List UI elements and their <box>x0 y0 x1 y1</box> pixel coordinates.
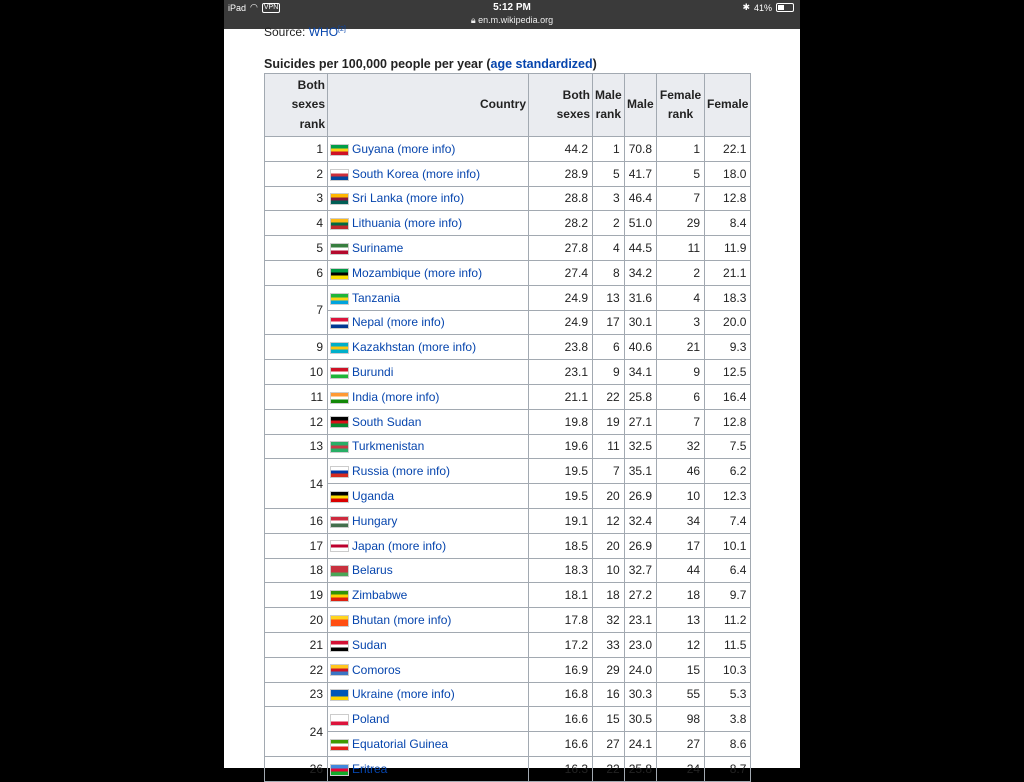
header-both-sexes-rank[interactable]: Both sexes rank <box>265 74 328 137</box>
female-rank-cell: 21 <box>657 335 705 360</box>
male-rank-cell: 20 <box>593 533 625 558</box>
flag-icon <box>330 169 349 181</box>
both-sexes-cell: 19.8 <box>529 409 593 434</box>
female-rank-cell: 2 <box>657 260 705 285</box>
header-female-rank[interactable]: Female rank <box>657 74 705 137</box>
rank-cell: 17 <box>265 533 328 558</box>
both-sexes-cell: 28.2 <box>529 211 593 236</box>
male-cell: 34.1 <box>624 360 656 385</box>
female-rank-cell: 44 <box>657 558 705 583</box>
both-sexes-cell: 27.4 <box>529 260 593 285</box>
both-sexes-cell: 17.2 <box>529 632 593 657</box>
country-cell <box>328 657 529 682</box>
country-link[interactable]: Comoros <box>352 662 401 677</box>
country-link[interactable]: Ukraine <box>352 687 394 702</box>
country-link[interactable]: Russia <box>352 464 389 479</box>
table-row <box>265 186 751 211</box>
country-cell <box>328 484 529 509</box>
female-rank-cell: 10 <box>657 484 705 509</box>
rank-cell: 4 <box>265 211 328 236</box>
rank-cell: 22 <box>265 657 328 682</box>
country-link[interactable]: Bhutan <box>352 613 391 628</box>
male-cell: 23.1 <box>624 608 656 633</box>
header-female[interactable]: Female <box>705 74 751 137</box>
female-rank-cell: 7 <box>657 186 705 211</box>
female-cell: 11.5 <box>705 632 751 657</box>
male-cell: 26.9 <box>624 533 656 558</box>
female-rank-cell: 4 <box>657 285 705 310</box>
rank-cell: 23 <box>265 682 328 707</box>
male-cell: 31.6 <box>624 285 656 310</box>
table-row <box>265 434 751 459</box>
flag-icon <box>330 243 349 255</box>
more-info-link[interactable]: (more info) <box>392 464 451 479</box>
male-cell: 51.0 <box>624 211 656 236</box>
table-row <box>265 756 751 781</box>
table-row <box>265 211 751 236</box>
flag-icon <box>330 441 349 453</box>
age-standardized-link[interactable]: age standardized <box>490 57 593 71</box>
male-cell: 32.5 <box>624 434 656 459</box>
clock: 5:12 PM <box>493 2 531 13</box>
male-rank-cell: 27 <box>593 732 625 757</box>
male-rank-cell: 5 <box>593 161 625 186</box>
more-info-link[interactable]: (more info) <box>396 687 455 702</box>
rank-cell: 3 <box>265 186 328 211</box>
who-link[interactable]: WHO <box>308 25 339 39</box>
flag-icon <box>330 664 349 676</box>
country-link[interactable]: Tanzania <box>352 290 401 305</box>
both-sexes-cell: 19.6 <box>529 434 593 459</box>
female-rank-cell: 18 <box>657 583 705 608</box>
female-rank-cell: 5 <box>657 161 705 186</box>
female-cell: 10.3 <box>705 657 751 682</box>
male-cell: 27.2 <box>624 583 656 608</box>
flag-icon <box>330 491 349 503</box>
flag-icon <box>330 193 349 205</box>
battery-percent: 41% <box>753 2 772 13</box>
table-row <box>265 682 751 707</box>
male-cell: 26.9 <box>624 484 656 509</box>
male-rank-cell: 12 <box>593 508 625 533</box>
female-cell: 9.3 <box>705 335 751 360</box>
vpn-badge: VPN <box>263 3 279 11</box>
flag-icon <box>330 416 349 428</box>
rank-cell: 10 <box>265 360 328 385</box>
bluetooth-icon: ✱ <box>742 2 750 12</box>
female-cell: 20.0 <box>705 310 751 335</box>
table-row <box>265 384 751 409</box>
both-sexes-cell: 16.6 <box>529 707 593 732</box>
male-rank-cell: 9 <box>593 360 625 385</box>
table-row <box>265 558 751 583</box>
status-right <box>742 2 794 13</box>
more-info-link[interactable]: (more info) <box>386 315 445 330</box>
flag-icon <box>330 342 349 354</box>
female-cell: 6.4 <box>705 558 751 583</box>
male-cell: 27.1 <box>624 409 656 434</box>
country-cell <box>328 186 529 211</box>
both-sexes-cell: 27.8 <box>529 236 593 261</box>
female-cell: 12.8 <box>705 409 751 434</box>
both-sexes-cell: 19.5 <box>529 459 593 484</box>
more-info-link[interactable]: (more info) <box>418 340 477 355</box>
both-sexes-cell: 23.8 <box>529 335 593 360</box>
female-rank-cell: 98 <box>657 707 705 732</box>
male-rank-cell: 8 <box>593 260 625 285</box>
header-row <box>265 74 751 137</box>
table-row <box>265 583 751 608</box>
table-row <box>265 335 751 360</box>
flag-icon <box>330 392 349 404</box>
male-cell: 30.3 <box>624 682 656 707</box>
male-cell: 40.6 <box>624 335 656 360</box>
country-link[interactable]: Lithuania <box>352 216 401 231</box>
female-rank-cell: 27 <box>657 732 705 757</box>
female-rank-cell: 3 <box>657 310 705 335</box>
female-cell: 6.2 <box>705 459 751 484</box>
country-cell <box>328 707 529 732</box>
flag-icon <box>330 565 349 577</box>
country-link[interactable]: Uganda <box>352 489 395 504</box>
country-link[interactable]: Zimbabwe <box>352 588 408 603</box>
male-rank-cell: 33 <box>593 632 625 657</box>
rank-cell: 5 <box>265 236 328 261</box>
both-sexes-cell: 17.8 <box>529 608 593 633</box>
rank-cell: 16 <box>265 508 328 533</box>
table-row <box>265 360 751 385</box>
country-link[interactable]: Equatorial Guinea <box>352 737 449 752</box>
table-row <box>265 657 751 682</box>
flag-icon <box>330 615 349 627</box>
male-rank-cell: 1 <box>593 137 625 162</box>
country-link[interactable]: South Korea <box>352 166 419 181</box>
female-rank-cell: 15 <box>657 657 705 682</box>
female-cell: 10.1 <box>705 533 751 558</box>
flag-icon <box>330 640 349 652</box>
table-caption <box>264 57 597 71</box>
battery-icon <box>776 3 794 12</box>
both-sexes-cell: 23.1 <box>529 360 593 385</box>
flag-icon <box>330 764 349 776</box>
female-rank-cell: 32 <box>657 434 705 459</box>
flag-icon <box>330 144 349 156</box>
wifi-icon: ◠ <box>250 2 258 12</box>
female-rank-cell: 34 <box>657 508 705 533</box>
table-row <box>265 608 751 633</box>
rank-cell: 26 <box>265 756 328 781</box>
country-cell <box>328 533 529 558</box>
country-cell <box>328 434 529 459</box>
male-cell: 24.1 <box>624 732 656 757</box>
rank-cell: 20 <box>265 608 328 633</box>
male-cell: 32.4 <box>624 508 656 533</box>
table-row <box>265 137 751 162</box>
battery-fill <box>778 5 784 10</box>
both-sexes-cell: 44.2 <box>529 137 593 162</box>
caption-suffix: ) <box>592 57 597 71</box>
female-cell: 22.1 <box>705 137 751 162</box>
female-cell: 18.0 <box>705 161 751 186</box>
male-cell: 25.8 <box>624 756 656 781</box>
country-cell <box>328 732 529 757</box>
country-link[interactable]: Japan <box>352 538 385 553</box>
table-row <box>265 732 751 757</box>
both-sexes-cell: 28.8 <box>529 186 593 211</box>
table-row <box>265 260 751 285</box>
female-rank-cell: 13 <box>657 608 705 633</box>
female-cell: 8.6 <box>705 732 751 757</box>
female-cell: 8.7 <box>705 756 751 781</box>
male-rank-cell: 6 <box>593 335 625 360</box>
more-info-link[interactable]: (more info) <box>404 216 463 231</box>
flag-icon <box>330 714 349 726</box>
flag-icon <box>330 466 349 478</box>
rank-cell: 14 <box>265 459 328 509</box>
male-rank-cell: 11 <box>593 434 625 459</box>
female-cell: 11.2 <box>705 608 751 633</box>
female-rank-cell: 17 <box>657 533 705 558</box>
country-link[interactable]: Hungary <box>352 513 398 528</box>
rank-cell: 9 <box>265 335 328 360</box>
female-rank-cell: 9 <box>657 360 705 385</box>
female-cell: 12.8 <box>705 186 751 211</box>
flag-icon <box>330 268 349 280</box>
more-info-link[interactable]: (more info) <box>406 191 465 206</box>
female-cell: 11.9 <box>705 236 751 261</box>
table-row <box>265 484 751 509</box>
male-rank-cell: 3 <box>593 186 625 211</box>
female-rank-cell: 29 <box>657 211 705 236</box>
country-cell <box>328 756 529 781</box>
female-cell: 9.7 <box>705 583 751 608</box>
country-cell <box>328 360 529 385</box>
header-male-rank[interactable]: Male rank <box>593 74 625 137</box>
country-cell <box>328 260 529 285</box>
flag-icon <box>330 689 349 701</box>
female-cell: 7.5 <box>705 434 751 459</box>
country-cell <box>328 285 529 310</box>
male-rank-cell: 22 <box>593 756 625 781</box>
reference-link[interactable]: [2] <box>338 26 346 33</box>
country-cell <box>328 310 529 335</box>
rank-cell: 12 <box>265 409 328 434</box>
table-row <box>265 707 751 732</box>
male-rank-cell: 20 <box>593 484 625 509</box>
country-cell <box>328 161 529 186</box>
both-sexes-cell: 28.9 <box>529 161 593 186</box>
female-cell: 3.8 <box>705 707 751 732</box>
female-rank-cell: 6 <box>657 384 705 409</box>
header-country[interactable]: Country <box>328 74 529 137</box>
country-cell <box>328 583 529 608</box>
country-cell <box>328 409 529 434</box>
rank-cell: 1 <box>265 137 328 162</box>
source-line <box>264 25 346 39</box>
more-info-link[interactable]: (more info) <box>424 265 483 280</box>
male-rank-cell: 13 <box>593 285 625 310</box>
country-link[interactable]: Guyana <box>352 141 395 156</box>
both-sexes-cell: 18.5 <box>529 533 593 558</box>
male-rank-cell: 4 <box>593 236 625 261</box>
table-row <box>265 459 751 484</box>
flag-icon <box>330 218 349 230</box>
country-link[interactable]: Mozambique <box>352 265 421 280</box>
male-cell: 46.4 <box>624 186 656 211</box>
suicide-rates-table <box>264 73 751 782</box>
flag-icon <box>330 739 349 751</box>
male-cell: 34.2 <box>624 260 656 285</box>
flag-icon <box>330 293 349 305</box>
both-sexes-cell: 24.9 <box>529 310 593 335</box>
country-cell <box>328 384 529 409</box>
rank-cell: 18 <box>265 558 328 583</box>
rank-cell: 11 <box>265 384 328 409</box>
country-cell <box>328 632 529 657</box>
female-cell: 8.4 <box>705 211 751 236</box>
country-link[interactable]: South Sudan <box>352 414 422 429</box>
both-sexes-cell: 24.9 <box>529 285 593 310</box>
country-link[interactable]: Eritrea <box>352 761 388 776</box>
lock-icon: 🔒︎ <box>470 15 476 25</box>
country-link[interactable]: Turkmenistan <box>352 439 425 454</box>
flag-icon <box>330 590 349 602</box>
female-cell: 5.3 <box>705 682 751 707</box>
country-link[interactable]: Sri Lanka <box>352 191 403 206</box>
male-cell: 23.0 <box>624 632 656 657</box>
table-row <box>265 161 751 186</box>
country-cell <box>328 558 529 583</box>
both-sexes-cell: 21.1 <box>529 384 593 409</box>
male-rank-cell: 29 <box>593 657 625 682</box>
country-link[interactable]: Suriname <box>352 241 404 256</box>
both-sexes-cell: 18.1 <box>529 583 593 608</box>
female-rank-cell: 24 <box>657 756 705 781</box>
female-rank-cell: 7 <box>657 409 705 434</box>
male-rank-cell: 18 <box>593 583 625 608</box>
country-cell <box>328 236 529 261</box>
male-cell: 32.7 <box>624 558 656 583</box>
male-rank-cell: 17 <box>593 310 625 335</box>
rank-cell: 6 <box>265 260 328 285</box>
table-row <box>265 508 751 533</box>
country-link[interactable]: Belarus <box>352 563 393 578</box>
url-text: en.m.wikipedia.org <box>478 15 554 25</box>
header-both-sexes[interactable]: Both sexes <box>529 74 593 137</box>
both-sexes-cell: 16.8 <box>529 682 593 707</box>
both-sexes-cell: 19.5 <box>529 484 593 509</box>
table-row <box>265 285 751 310</box>
both-sexes-cell: 16.6 <box>529 732 593 757</box>
male-cell: 30.5 <box>624 707 656 732</box>
rank-cell: 2 <box>265 161 328 186</box>
country-link[interactable]: Poland <box>352 712 390 727</box>
female-cell: 12.5 <box>705 360 751 385</box>
male-rank-cell: 22 <box>593 384 625 409</box>
table-row <box>265 632 751 657</box>
male-cell: 25.8 <box>624 384 656 409</box>
flag-icon <box>330 540 349 552</box>
country-link[interactable]: Sudan <box>352 637 387 652</box>
female-rank-cell: 1 <box>657 137 705 162</box>
male-rank-cell: 10 <box>593 558 625 583</box>
table-row <box>265 409 751 434</box>
country-cell <box>328 682 529 707</box>
more-info-link[interactable]: (more info) <box>422 166 481 181</box>
both-sexes-cell: 16.9 <box>529 657 593 682</box>
female-cell: 18.3 <box>705 285 751 310</box>
country-link[interactable]: Kazakhstan <box>352 340 415 355</box>
country-link[interactable]: Nepal <box>352 315 384 330</box>
female-cell: 16.4 <box>705 384 751 409</box>
female-cell: 12.3 <box>705 484 751 509</box>
male-rank-cell: 19 <box>593 409 625 434</box>
male-rank-cell: 15 <box>593 707 625 732</box>
table-row <box>265 236 751 261</box>
both-sexes-cell: 19.1 <box>529 508 593 533</box>
more-info-link[interactable]: (more info) <box>388 538 447 553</box>
male-cell: 30.1 <box>624 310 656 335</box>
flag-icon <box>330 317 349 329</box>
flag-icon <box>330 367 349 379</box>
rank-cell: 19 <box>265 583 328 608</box>
table-row <box>265 533 751 558</box>
country-cell <box>328 508 529 533</box>
female-rank-cell: 12 <box>657 632 705 657</box>
device-name: iPad <box>228 2 247 13</box>
female-cell: 21.1 <box>705 260 751 285</box>
caption-prefix: Suicides per 100,000 people per year ( <box>264 57 491 71</box>
rank-cell: 24 <box>265 707 328 757</box>
flag-icon <box>330 516 349 528</box>
rank-cell: 21 <box>265 632 328 657</box>
both-sexes-cell: 18.3 <box>529 558 593 583</box>
country-cell <box>328 608 529 633</box>
more-info-link[interactable]: (more info) <box>397 141 456 156</box>
country-cell <box>328 211 529 236</box>
male-rank-cell: 2 <box>593 211 625 236</box>
country-cell <box>328 335 529 360</box>
more-info-link[interactable]: (more info) <box>381 389 440 404</box>
male-cell: 24.0 <box>624 657 656 682</box>
country-link[interactable]: Burundi <box>352 365 394 380</box>
table-row <box>265 310 751 335</box>
male-rank-cell: 16 <box>593 682 625 707</box>
rank-cell: 13 <box>265 434 328 459</box>
country-cell <box>328 459 529 484</box>
more-info-link[interactable]: (more info) <box>393 613 452 628</box>
male-rank-cell: 7 <box>593 459 625 484</box>
country-link[interactable]: India <box>352 389 379 404</box>
country-cell <box>328 137 529 162</box>
header-male[interactable]: Male <box>624 74 656 137</box>
male-cell: 35.1 <box>624 459 656 484</box>
male-cell: 70.8 <box>624 137 656 162</box>
male-cell: 44.5 <box>624 236 656 261</box>
female-cell: 7.4 <box>705 508 751 533</box>
female-rank-cell: 11 <box>657 236 705 261</box>
both-sexes-cell: 16.3 <box>529 756 593 781</box>
female-rank-cell: 55 <box>657 682 705 707</box>
male-rank-cell: 32 <box>593 608 625 633</box>
male-cell: 41.7 <box>624 161 656 186</box>
rank-cell: 7 <box>265 285 328 335</box>
source-label: Source: <box>264 25 306 39</box>
female-rank-cell: 46 <box>657 459 705 484</box>
wikipedia-page[interactable] <box>224 25 800 776</box>
